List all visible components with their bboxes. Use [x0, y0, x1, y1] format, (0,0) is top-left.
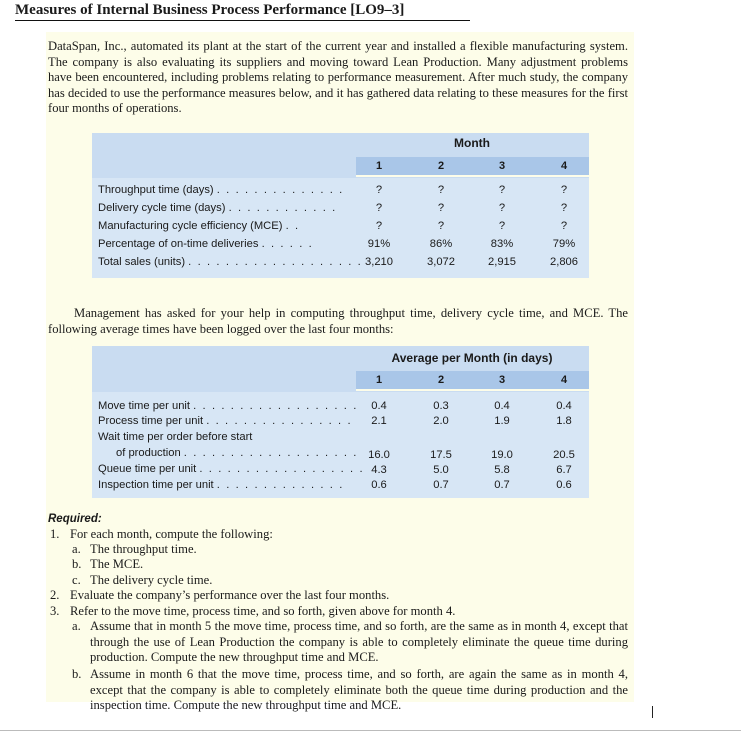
month-header: Month	[454, 136, 490, 150]
cell: 0.3	[433, 400, 449, 412]
leader-dots: . . . . . . . . . . . . . . . . . . .	[183, 447, 359, 459]
leader-dots: . . . . . . . . . . . . . . . . . . .	[188, 256, 363, 268]
cell: ?	[437, 202, 445, 214]
item-number: c.	[72, 573, 81, 587]
cell: ?	[560, 220, 568, 232]
cell: ?	[498, 220, 506, 232]
item-text: The throughput time.	[90, 542, 197, 556]
cell: 6.7	[556, 464, 572, 476]
row-label: Inspection time per unit	[98, 479, 214, 491]
cell: ?	[498, 202, 506, 214]
cell: 0.6	[371, 479, 387, 491]
cell: 16.0	[368, 449, 390, 461]
item-text: The delivery cycle time.	[90, 573, 213, 587]
col-header-1: 1	[375, 374, 383, 386]
intro-paragraph: DataSpan, Inc., automated its plant at the start of the current year and installed a flexible manufacturing system. The company is also evaluating its suppliers and moving toward Lean Production. Many adjustment problems have been encountered, including problems relating to performance measurement. After much study, the company has decided to use the performance measures below, and it has gathered data relating to these measures for the first four months of operations.	[48, 39, 628, 116]
cell: ?	[375, 220, 383, 232]
leader-dots: . . . . . .	[261, 238, 314, 250]
cell: ?	[560, 202, 568, 214]
col-header-2: 2	[437, 374, 445, 386]
bottom-divider	[0, 730, 741, 731]
row-label: Queue time per unit	[98, 463, 197, 475]
row-label: Manufacturing cycle efficiency (MCE)	[98, 220, 283, 232]
row-label: Process time per unit	[98, 415, 204, 427]
cell: 0.7	[433, 479, 449, 491]
leader-dots: . .	[285, 220, 300, 232]
cell: 0.4	[494, 400, 510, 412]
cell: 5.0	[433, 464, 449, 476]
col-header-4: 4	[560, 374, 568, 386]
cell: 2,915	[488, 256, 516, 268]
row-label: Total sales (units)	[98, 256, 186, 268]
col-header-4: 4	[560, 160, 568, 172]
cell: ?	[498, 184, 506, 196]
item-number: a.	[72, 619, 81, 633]
item-text: Refer to the move time, process time, and so forth, given above for month 4.	[70, 604, 456, 618]
item-number: b.	[72, 557, 82, 571]
cell: 91%	[367, 238, 391, 250]
leader-dots: . . . . . . . . . . . . . . . . . .	[199, 463, 365, 475]
col-header-2: 2	[437, 160, 445, 172]
cell: 83%	[490, 238, 514, 250]
cell: ?	[437, 184, 445, 196]
cell: ?	[437, 220, 445, 232]
cell: ?	[375, 202, 383, 214]
average-per-month-header: Average per Month (in days)	[391, 351, 553, 365]
performance-measures-table	[92, 133, 589, 278]
item-text: The MCE.	[90, 557, 144, 571]
item-text: Evaluate the company’s performance over the last four months.	[70, 588, 390, 602]
cell: 2.0	[433, 415, 449, 427]
cell: 3,072	[427, 256, 455, 268]
item-text: For each month, compute the following:	[70, 527, 273, 541]
leader-dots: . . . . . . . . . . . . . .	[216, 184, 344, 196]
middle-paragraph: Management has asked for your help in computing throughput time, delivery cycle time, and MCE. The following average times have been logged over the last four months:	[48, 306, 628, 336]
cell: 86%	[429, 238, 453, 250]
item-number: 2.	[50, 588, 60, 602]
leader-dots: . . . . . . . . . . . .	[228, 202, 337, 214]
row-label: Percentage of on-time deliveries	[98, 238, 259, 250]
cell: 19.0	[491, 449, 513, 461]
cell: 1.8	[556, 415, 572, 427]
leader-dots: . . . . . . . . . . . . . . . . . .	[193, 400, 358, 412]
cell: 0.4	[371, 400, 387, 412]
average-times-table	[92, 346, 589, 498]
item-text: Assume that in month 5 the move time, process time, and so forth, are the same as in month 4, except that through the use of Lean Production the company is able to completely eliminate the queue time during production. Compute the new throughput time and MCE.	[90, 619, 628, 664]
leader-dots: . . . . . . . . . . . . . .	[216, 479, 344, 491]
cell: 2,806	[550, 256, 578, 268]
item-number: 3.	[50, 604, 60, 618]
col-header-3: 3	[498, 160, 506, 172]
col-header-1: 1	[375, 160, 383, 172]
cell: 0.7	[494, 479, 510, 491]
leader-dots: . . . . . . . . . . . . . . . .	[206, 415, 353, 427]
cell: 0.6	[556, 479, 572, 491]
cell: 0.4	[556, 400, 572, 412]
row-label: of production	[116, 447, 181, 459]
row-label: Delivery cycle time (days)	[98, 202, 226, 214]
cell: ?	[375, 184, 383, 196]
col-header-3: 3	[498, 374, 506, 386]
item-number: b.	[72, 667, 82, 681]
problem-title: Measures of Internal Business Process Performance [LO9–3]	[15, 2, 470, 21]
cell: 1.9	[494, 415, 510, 427]
cell: 2.1	[371, 415, 387, 427]
text-cursor	[652, 706, 653, 718]
row-label: Throughput time (days)	[98, 184, 214, 196]
item-text: Assume in month 6 that the move time, process time, and so forth, are again the same as in month 4, except that the company is able to completely eliminate both the queue time during production and the inspection time. Compute the new throughput time and MCE.	[90, 667, 628, 712]
item-number: 1.	[50, 527, 60, 541]
required-label: Required:	[48, 513, 102, 525]
cell: 4.3	[371, 464, 387, 476]
cell: 79%	[552, 238, 576, 250]
cell: ?	[560, 184, 568, 196]
row-label: Move time per unit	[98, 400, 191, 412]
cell: 20.5	[553, 449, 575, 461]
cell: 17.5	[430, 449, 452, 461]
cell: 5.8	[494, 464, 510, 476]
item-number: a.	[72, 542, 81, 556]
row-label: Wait time per order before start	[98, 431, 253, 443]
cell: 3,210	[365, 256, 393, 268]
